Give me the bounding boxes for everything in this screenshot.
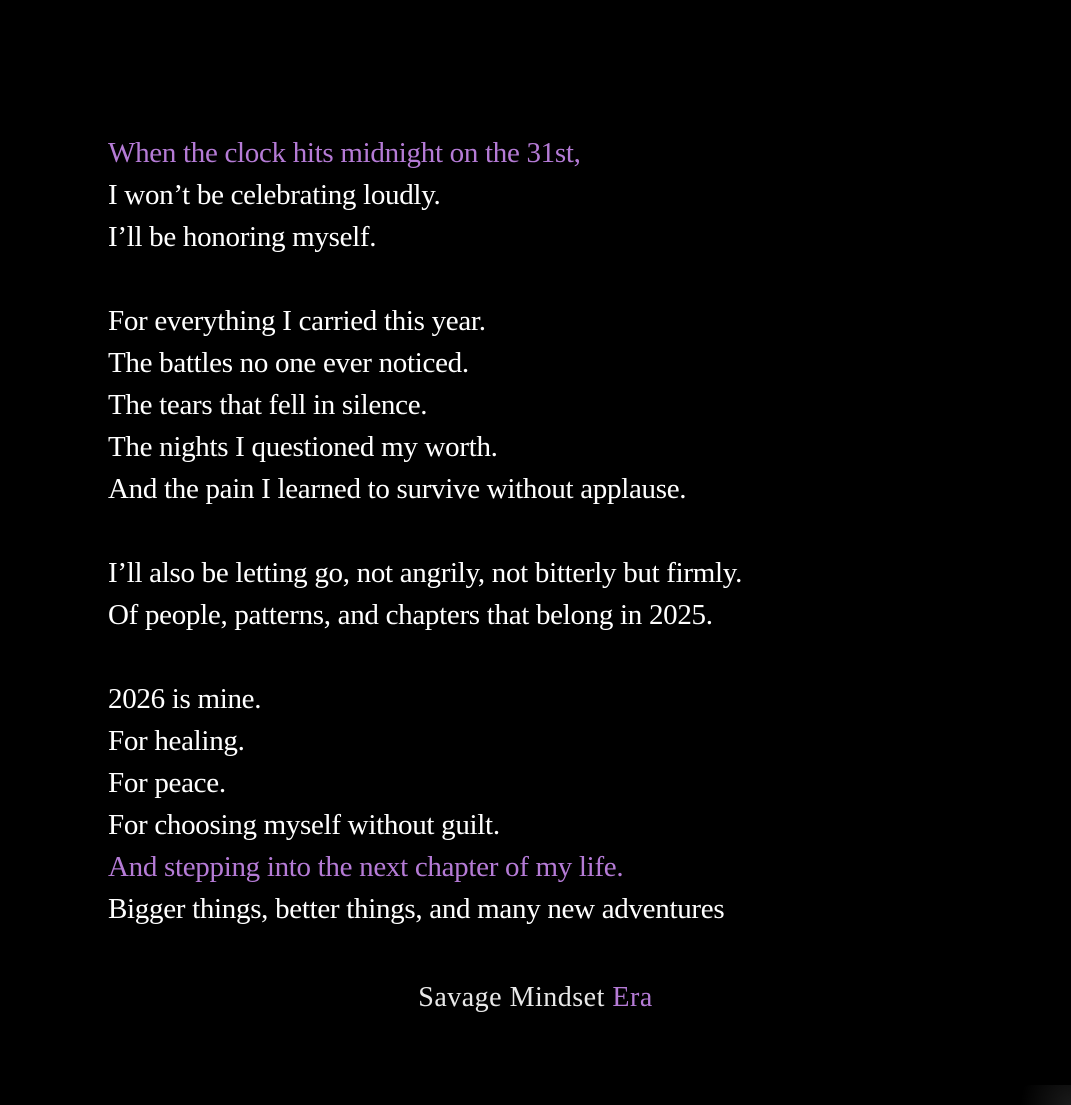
poem-line: The nights I questioned my worth. [108, 431, 498, 463]
poem-text [108, 132, 1008, 930]
signature-main: Savage Mindset [418, 982, 605, 1013]
signature [0, 982, 1071, 1014]
poem-line: I’ll also be letting go, not angrily, not bitterly but firmly. [108, 557, 743, 589]
poem-line: 2026 is mine. [108, 683, 262, 715]
stanza-4 [108, 678, 1008, 930]
poem-line: The tears that fell in silence. [108, 389, 428, 421]
poem-line: And the pain I learned to survive without applause. [108, 473, 687, 505]
corner-shadow [1011, 1085, 1071, 1105]
poem-line: I won’t be celebrating loudly. [108, 179, 441, 211]
poem-line: For choosing myself without guilt. [108, 809, 500, 841]
poem-line: When the clock hits midnight on the 31st, [108, 137, 581, 169]
stanza-1 [108, 132, 1008, 258]
poem-line: For healing. [108, 725, 245, 757]
poem-line: I’ll be honoring myself. [108, 221, 377, 253]
poem-line: For everything I carried this year. [108, 305, 486, 337]
poem-line: For peace. [108, 767, 226, 799]
poem-line: The battles no one ever noticed. [108, 347, 469, 379]
stanza-3 [108, 552, 1008, 636]
poem-line: And stepping into the next chapter of my life. [108, 851, 624, 883]
poem-line: Bigger things, better things, and many new adventures [108, 893, 725, 925]
stanza-2 [108, 300, 1008, 510]
poem-line: Of people, patterns, and chapters that belong in 2025. [108, 599, 713, 631]
signature-accent: Era [612, 982, 653, 1013]
